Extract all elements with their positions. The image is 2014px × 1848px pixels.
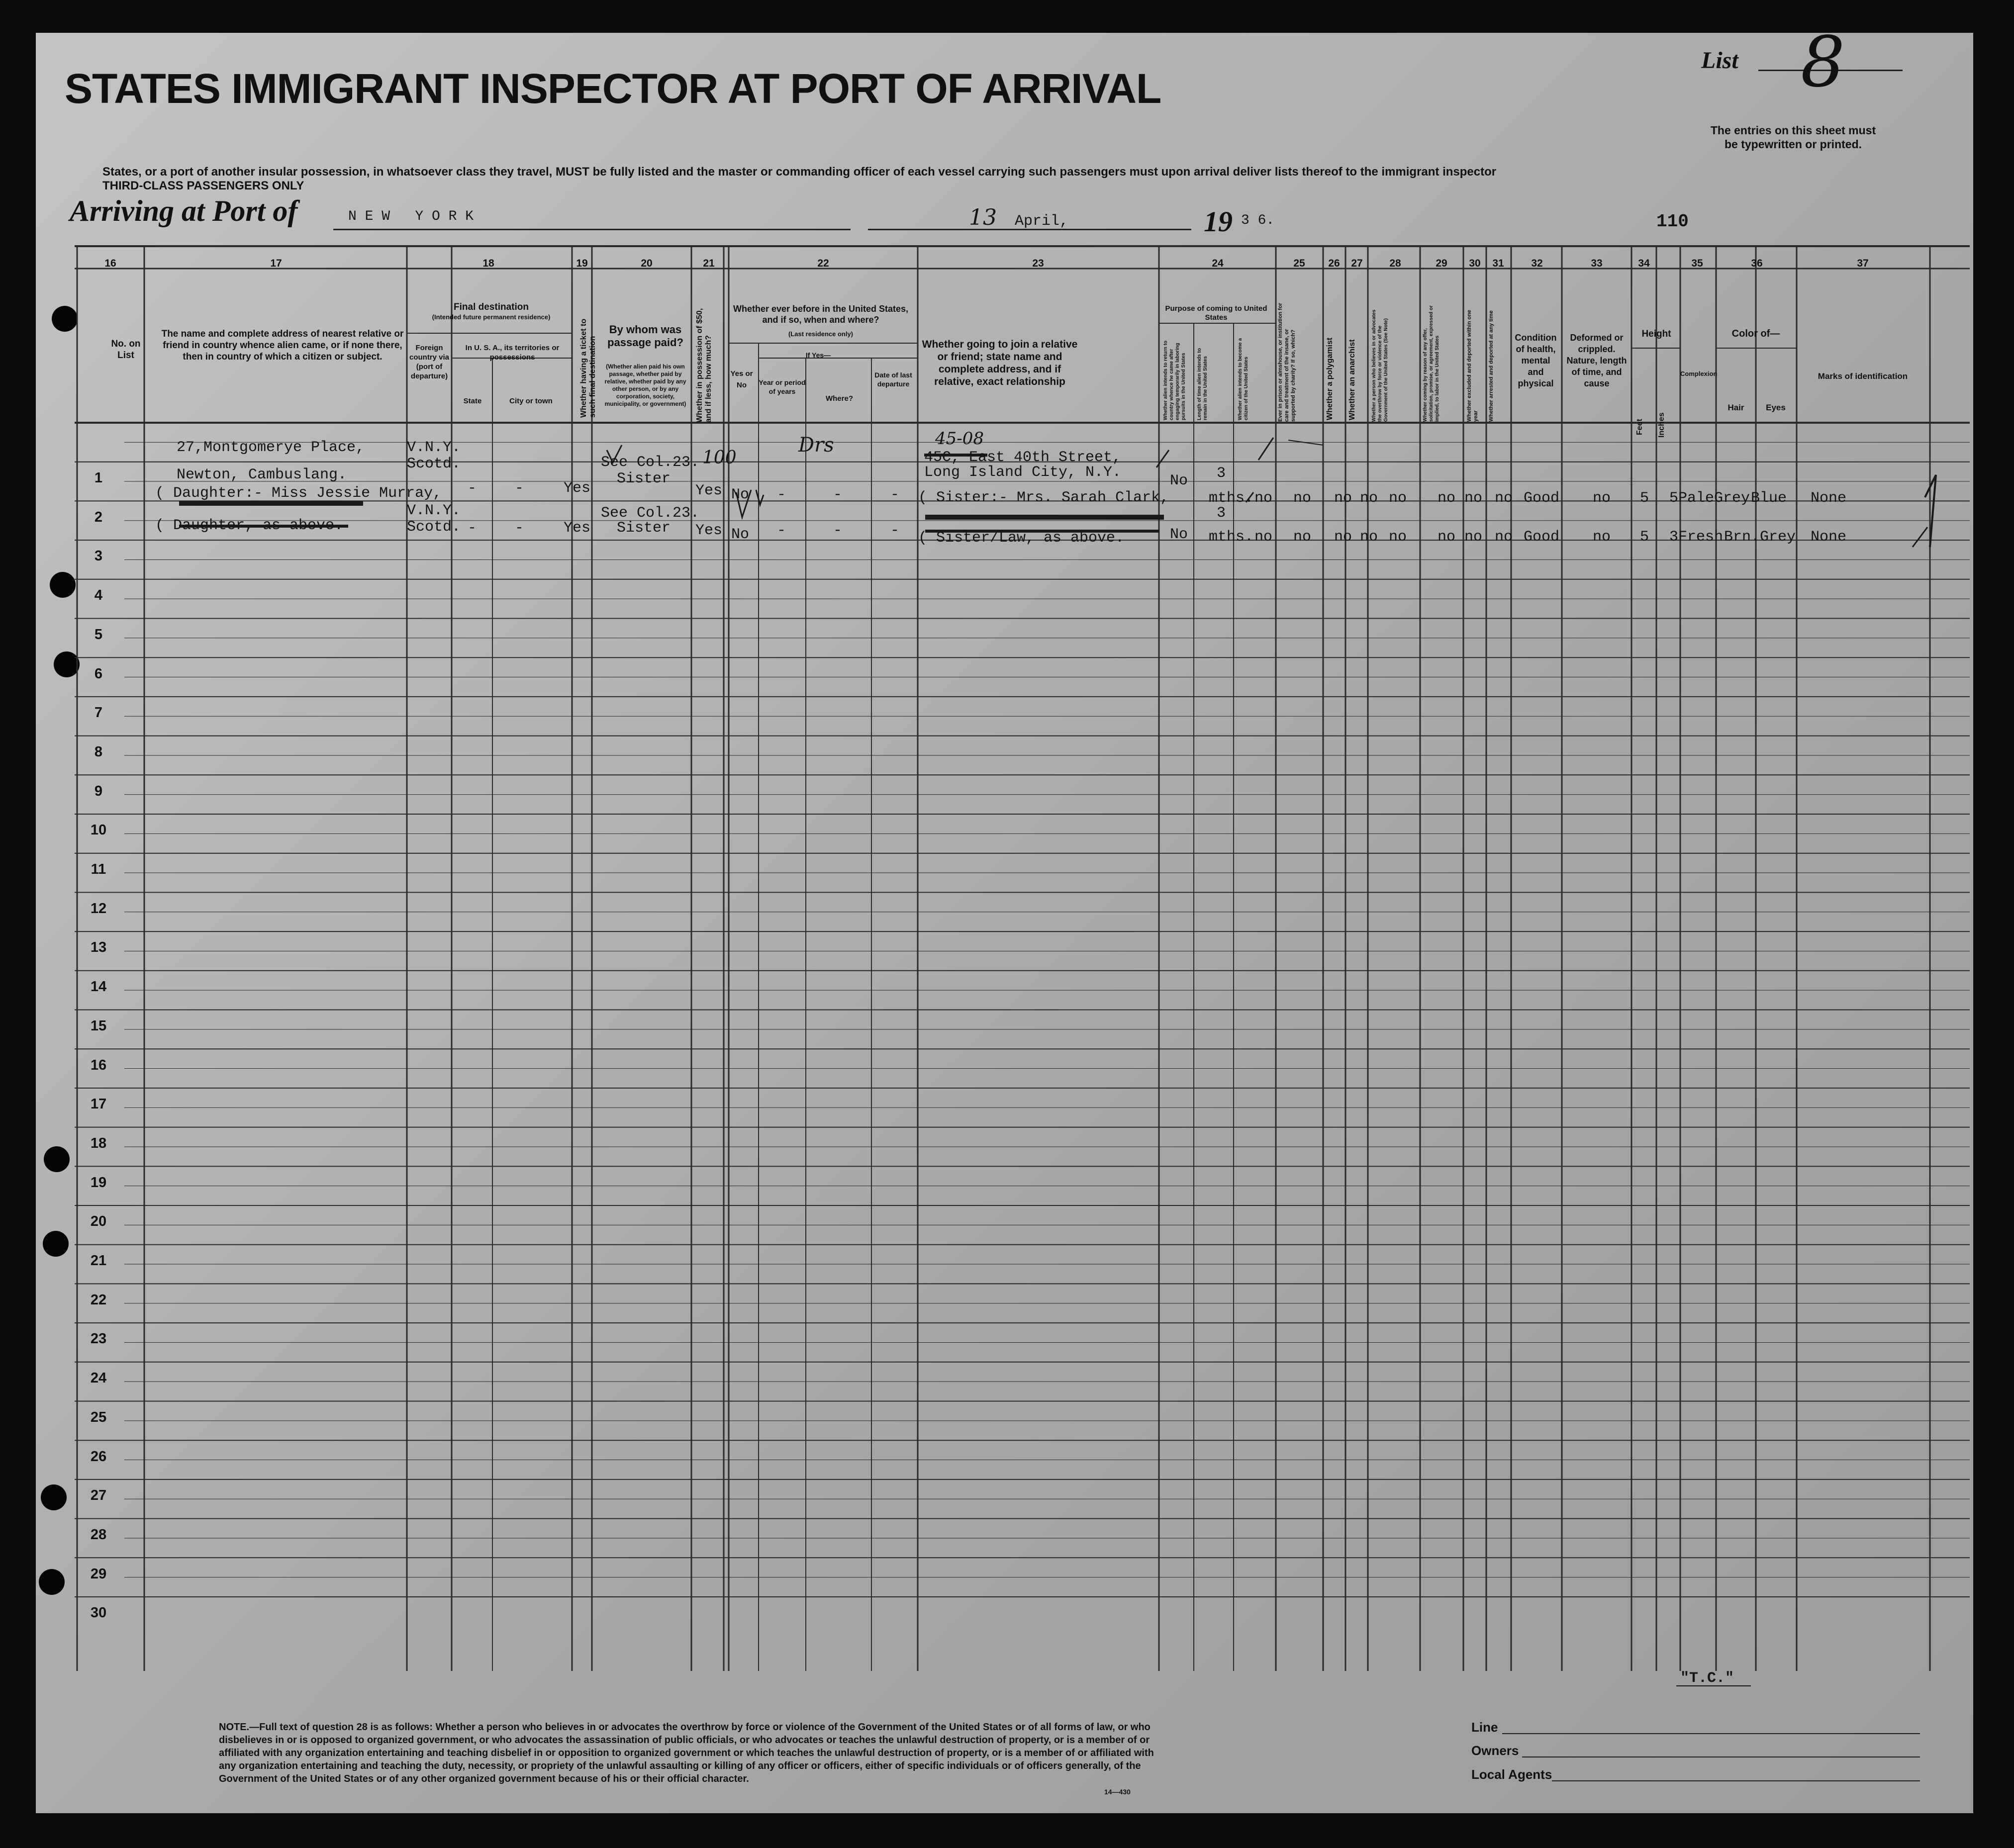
row1-join-note: 45-08 bbox=[935, 429, 984, 449]
row-number: 2 bbox=[94, 509, 103, 525]
tick-mark-icon bbox=[1258, 438, 1273, 460]
col25-header: Ever in prison or almshouse, or institution for care and treatment of the insane, or supported by charity? If so, which? bbox=[1277, 303, 1296, 422]
arrival-month: April, bbox=[1015, 213, 1069, 230]
row1-offer: no bbox=[1438, 490, 1456, 507]
row1-departure: - bbox=[890, 486, 900, 503]
column-number: 21 bbox=[703, 258, 715, 269]
row-number: 21 bbox=[90, 1253, 107, 1269]
row-number: 24 bbox=[90, 1370, 107, 1386]
col19-header: Whether having a ticket to such final destination bbox=[579, 318, 597, 418]
column-number: 32 bbox=[1531, 258, 1543, 269]
row-number: 1 bbox=[94, 470, 103, 486]
col24-header: Purpose of coming to United States bbox=[1165, 304, 1267, 322]
column-number: 28 bbox=[1389, 258, 1401, 269]
column-number: 29 bbox=[1436, 258, 1447, 269]
row-number: 11 bbox=[91, 861, 106, 877]
form-title: STATES IMMIGRANT INSPECTOR AT PORT OF ARRIVAL bbox=[65, 65, 1161, 112]
row-number: 28 bbox=[90, 1526, 107, 1543]
column-number: 17 bbox=[270, 258, 282, 269]
row-number: 8 bbox=[94, 743, 103, 760]
col34-inches: Inches bbox=[1657, 412, 1666, 438]
row1-ever-in-us: No bbox=[731, 486, 750, 503]
col18-sub: (Intended future permanent residence) bbox=[432, 313, 551, 321]
row-number: 20 bbox=[90, 1213, 107, 1230]
list-number: 8 bbox=[1801, 22, 1845, 103]
row1-relative-address-1: 27,Montgomerye Place, bbox=[177, 439, 365, 456]
row1-length-stay-2: mths. bbox=[1209, 490, 1254, 507]
row2-eyes: Grey bbox=[1760, 529, 1796, 546]
row-number: 15 bbox=[90, 1017, 107, 1034]
row1-polygamist: no bbox=[1334, 490, 1352, 507]
row2-years: - bbox=[777, 522, 786, 539]
row2-state: - bbox=[468, 520, 477, 537]
row-number: 29 bbox=[90, 1566, 107, 1582]
row2-citizen: no bbox=[1254, 529, 1273, 546]
col28-header: Whether a person who believes in or advocates the overthrow by force or violence of the Government of the United States (See Note) bbox=[1371, 309, 1389, 422]
col36-eyes: Eyes bbox=[1766, 403, 1786, 412]
row1-excluded: no bbox=[1464, 490, 1483, 507]
row-number: 3 bbox=[94, 548, 103, 564]
row1-purpose-return: No bbox=[1170, 472, 1188, 489]
row2-marks: None bbox=[1811, 529, 1847, 546]
row-number: 18 bbox=[90, 1135, 107, 1151]
row-number: 25 bbox=[90, 1409, 107, 1425]
footnote-q28: NOTE.—Full text of question 28 is as follows: Whether a person who believes in or advocates the overthrow by force or violence of the Government of the United States or of all forms of law, or who disbelieves in or is opposed to organized government, or who advocates the assassination of public officials, or who advocates or teaches the unlawful destruction of property, or is a member of or affiliated with any organization entertaining and teaching disbelief in or opposition to organized government or which teaches the unlawful destruction of property, or is a member of or affiliated with any organization entertaining and teaching the duty, necessity, or propriety of the unlawful assaulting or killing of any officer or officers, either of specific individuals or of officers generally, of the Government of the United States or of any other organized government because of his or their official character. bbox=[219, 1722, 1154, 1784]
row1-join-2: Long Island City, N.Y. bbox=[924, 464, 1122, 481]
row2-ticket: Yes bbox=[564, 520, 591, 537]
row1-length-stay-1: 3 bbox=[1217, 465, 1226, 482]
row-number: 27 bbox=[90, 1487, 107, 1504]
column-number: 16 bbox=[104, 258, 116, 269]
row1-deformed: no bbox=[1593, 490, 1611, 507]
list-label: List bbox=[1701, 47, 1738, 74]
row-number: 22 bbox=[90, 1292, 107, 1308]
check-mark-icon bbox=[756, 490, 764, 505]
row1-city: - bbox=[515, 480, 524, 497]
col22-sub: (Last residence only) bbox=[788, 330, 854, 338]
row2-length-stay-1: 3 bbox=[1217, 505, 1226, 522]
row-number: 7 bbox=[94, 705, 103, 721]
row2-city: - bbox=[515, 520, 524, 537]
column-number: 34 bbox=[1638, 258, 1650, 269]
line-signature-line bbox=[1502, 1733, 1920, 1734]
col37-header: Marks of identification bbox=[1818, 371, 1908, 381]
col21-header: Whether in possession of $50, and if less, how much? bbox=[695, 308, 713, 423]
row1-ticket: Yes bbox=[564, 480, 591, 497]
row1-passage-paid-2: Sister bbox=[617, 470, 671, 487]
row1-complexion: Pale bbox=[1678, 490, 1715, 507]
col16-header: No. on List bbox=[111, 339, 141, 361]
row2-offer: no bbox=[1438, 529, 1456, 546]
row2-inches: 3 bbox=[1669, 529, 1679, 546]
col18-usa: In U. S. A., its territories or possessions bbox=[465, 344, 560, 362]
handwritten-check-icon bbox=[1913, 527, 1927, 547]
row2-hair: Brn. bbox=[1724, 529, 1760, 546]
row1-marks: None bbox=[1811, 490, 1847, 507]
row2-deformed: no bbox=[1593, 529, 1611, 546]
col23-header: Whether going to join a relative or friend; state name and complete address, and if relative, exact relationship bbox=[922, 339, 1078, 387]
col20-header: By whom was passage paid? bbox=[607, 323, 683, 349]
row2-join-1: ( Sister/Law, as above. bbox=[918, 530, 1125, 547]
row1-money: Yes bbox=[695, 482, 723, 499]
col36-hair: Hair bbox=[1727, 403, 1744, 412]
row-number: 13 bbox=[90, 939, 107, 956]
col17-header: The name and complete address of nearest relative or friend in country whence alien came, or if none there, then in country of which a citizen or subject. bbox=[161, 329, 404, 362]
row2-money: Yes bbox=[695, 522, 723, 539]
form-class-note: THIRD-CLASS PASSENGERS ONLY bbox=[102, 179, 304, 192]
row1-state: - bbox=[468, 480, 477, 497]
column-number: 27 bbox=[1351, 258, 1363, 269]
row-number: 26 bbox=[90, 1448, 107, 1465]
row2-feet: 5 bbox=[1640, 529, 1649, 546]
col33-header: Deformed or crippled. Nature, length of time, and cause bbox=[1566, 333, 1627, 388]
row1-overthrow: no bbox=[1389, 490, 1407, 507]
row-number: 5 bbox=[94, 626, 103, 643]
col18-foreign: Foreign country via (port of departure) bbox=[409, 344, 450, 380]
row-number: 4 bbox=[94, 587, 103, 604]
col32-header: Condition of health, mental and physical bbox=[1515, 333, 1557, 388]
col22-ifyes: If Yes— bbox=[805, 351, 831, 359]
col20-sub: (Whether alien paid his own passage, whether paid by relative, whether paid by any other person, or by any corporation, society, municipality, or government) bbox=[604, 363, 686, 407]
row1-money-note: 100 bbox=[702, 448, 737, 468]
row-number: 9 bbox=[94, 783, 103, 799]
column-number: 33 bbox=[1591, 258, 1603, 269]
form-subtitle: States, or a port of another insular possession, in whatsoever class they travel, MUST be fully listed and the master or commanding officer of each vessel carrying such passengers must upon arrival deliver lists thereof to the immigrant inspector bbox=[102, 165, 1497, 179]
row2-length-stay-2: mths. bbox=[1209, 529, 1254, 546]
row2-health: Good bbox=[1524, 529, 1560, 546]
row-number: 16 bbox=[90, 1057, 107, 1073]
col24-return: Whether alien intends to return to country whence he came after engaging temporarily in laboring pursuits in the United States bbox=[1163, 340, 1186, 420]
col35-header: Complexion bbox=[1680, 370, 1718, 377]
row1-passage-paid-1: See Col.23. bbox=[601, 454, 700, 471]
row1-relative-address-2: Newton, Cambuslang. bbox=[177, 466, 347, 483]
row1-hair: Grey bbox=[1714, 490, 1750, 507]
row2-where: - bbox=[833, 522, 843, 539]
row1-feet: 5 bbox=[1640, 490, 1649, 507]
col22-yesno: Yes or No bbox=[730, 370, 753, 389]
row1-where: - bbox=[833, 486, 843, 503]
column-number: 31 bbox=[1492, 258, 1504, 269]
row2-relative-address-2: ( Daughter, as above. bbox=[155, 517, 344, 534]
row2-foreign-country-1: V.N.Y. bbox=[407, 502, 461, 519]
row-number: 10 bbox=[90, 822, 107, 838]
port-name: N E W Y O R K bbox=[348, 209, 474, 224]
column-number: 26 bbox=[1328, 258, 1340, 269]
row-number: 17 bbox=[90, 1096, 107, 1112]
column-number: 22 bbox=[817, 258, 829, 269]
line-label: Line bbox=[1471, 1720, 1498, 1735]
row2-polygamist: no bbox=[1334, 529, 1352, 546]
col26-header: Whether a polygamist bbox=[1326, 337, 1334, 420]
row1-join-3: ( Sister:- Mrs. Sarah Clark, bbox=[918, 489, 1169, 506]
agents-signature-line bbox=[1552, 1780, 1920, 1781]
arriving-label: Arriving at Port of bbox=[70, 194, 298, 227]
tc-stamp: "T.C." bbox=[1680, 1670, 1734, 1687]
owners-label: Owners bbox=[1471, 1743, 1519, 1758]
row2-passage-paid-1: See Col.23. bbox=[601, 505, 700, 522]
row1-deported: no bbox=[1495, 490, 1513, 507]
col27-header: Whether an anarchist bbox=[1348, 339, 1356, 420]
row-number: 12 bbox=[90, 900, 107, 917]
col22-header: Whether ever before in the United States, and if so, when and where? bbox=[733, 304, 909, 325]
col34-feet: Feet bbox=[1635, 419, 1644, 435]
column-number: 36 bbox=[1751, 258, 1763, 269]
arrival-day: 13 bbox=[969, 205, 997, 230]
year-printed: 19 bbox=[1204, 205, 1233, 238]
col22-where: Where? bbox=[825, 394, 853, 403]
local-agents-label: Local Agents bbox=[1471, 1767, 1552, 1782]
col29-header: Whether coming by reason of any offer, solicitation, promise, or agreement, expressed or implied, to labor in the United States bbox=[1423, 305, 1440, 422]
col22-years: Year or period of years bbox=[759, 378, 806, 395]
row2-complexion: Fresh bbox=[1678, 529, 1724, 546]
row1-join-1: 45C, East 40th Street, bbox=[924, 449, 1122, 466]
column-number: 18 bbox=[482, 258, 494, 269]
column-number: 23 bbox=[1032, 258, 1044, 269]
row1-eyes: Blue bbox=[1751, 490, 1787, 507]
row1-health: Good bbox=[1524, 490, 1560, 507]
col18-state: State bbox=[463, 397, 482, 405]
row1-citizen: no bbox=[1254, 490, 1273, 507]
column-number: 25 bbox=[1293, 258, 1305, 269]
row-number: 19 bbox=[90, 1174, 107, 1191]
row2-anarchist: no bbox=[1360, 529, 1378, 546]
owners-signature-line bbox=[1522, 1756, 1920, 1757]
col36-header: Color of— bbox=[1731, 328, 1780, 339]
row1-prison: no bbox=[1293, 490, 1312, 507]
row2-excluded: no bbox=[1464, 529, 1483, 546]
port-underline bbox=[333, 229, 851, 230]
col18-city: City or town bbox=[509, 397, 553, 405]
row2-passage-paid-2: Sister bbox=[617, 520, 671, 537]
row1-years: - bbox=[777, 486, 786, 503]
col18-header: Final destination bbox=[454, 302, 529, 312]
col31-header: Whether arrested and deported at any time bbox=[1488, 310, 1494, 422]
row-number: 23 bbox=[90, 1331, 107, 1347]
column-number: 20 bbox=[641, 258, 653, 269]
row1-inches: 5 bbox=[1669, 490, 1679, 507]
col34-header: Height bbox=[1641, 329, 1671, 339]
sheet-number: 110 bbox=[1656, 211, 1689, 232]
row1-foreign-country-1: V.N.Y. bbox=[407, 439, 461, 456]
column-number: 24 bbox=[1212, 258, 1224, 269]
row2-prison: no bbox=[1293, 529, 1312, 546]
col22-departure: Date of last departure bbox=[874, 371, 912, 388]
column-number: 30 bbox=[1469, 258, 1481, 269]
year-typed: 3 6. bbox=[1241, 213, 1275, 228]
col24-citizen: Whether alien intends to become a citizen of the United States bbox=[1238, 338, 1249, 420]
typewritten-notice: The entries on this sheet must be typewritten or printed. bbox=[1710, 124, 1876, 151]
col24-length: Length of time alien intends to remain in the United States bbox=[1197, 348, 1208, 420]
tick-mark-icon bbox=[1288, 440, 1323, 445]
row2-ever-in-us: No bbox=[731, 526, 750, 543]
row2-deported: no bbox=[1495, 529, 1513, 546]
column-number: 19 bbox=[576, 258, 588, 269]
row1-foreign-country-2: Scotd. bbox=[407, 456, 461, 472]
form-number: 14—430 bbox=[1104, 1788, 1131, 1796]
row2-relative-address-1: ( Daughter:- Miss Jessie Murray, bbox=[155, 485, 442, 502]
column-number: 35 bbox=[1691, 258, 1703, 269]
row1-handwritten-note: Drs bbox=[798, 434, 834, 457]
column-number: 37 bbox=[1857, 258, 1869, 269]
col30-header: Whether excluded and deported within one year bbox=[1466, 310, 1479, 422]
row1-anarchist: no bbox=[1360, 490, 1378, 507]
row2-foreign-country-2: Scotd. bbox=[407, 519, 461, 536]
row2-purpose-return: No bbox=[1170, 526, 1188, 543]
row-number: 14 bbox=[90, 979, 107, 995]
row2-overthrow: no bbox=[1389, 529, 1407, 546]
row-number: 30 bbox=[90, 1605, 107, 1621]
row2-departure: - bbox=[890, 522, 900, 539]
row-number: 6 bbox=[94, 665, 103, 682]
